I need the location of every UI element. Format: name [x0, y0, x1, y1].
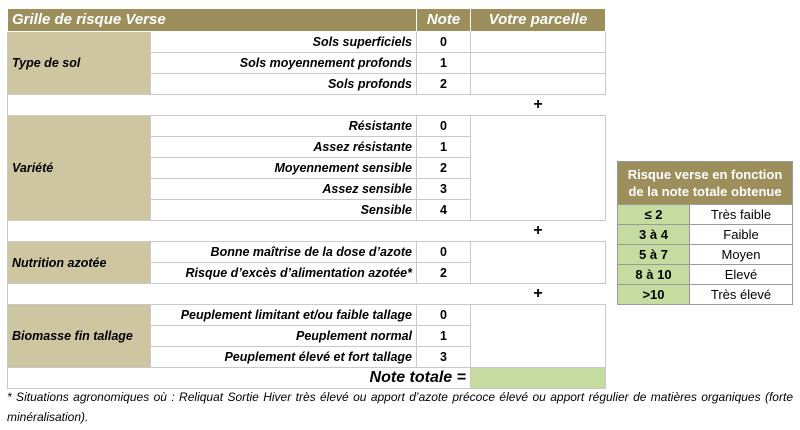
criterion-note: 1 — [417, 326, 471, 347]
criterion-note: 2 — [417, 263, 471, 284]
criterion-note: 0 — [417, 305, 471, 326]
legend-score: 8 à 10 — [618, 265, 690, 285]
criterion-row — [8, 116, 606, 137]
legend-row — [618, 285, 793, 305]
criterion-note: 1 — [417, 53, 471, 74]
legend-risk: Moyen — [690, 245, 793, 265]
criterion-label: Peuplement limitant et/ou faible tallage — [151, 305, 417, 326]
legend-row — [618, 205, 793, 225]
separator-cell — [8, 95, 417, 116]
parcel-input-cell[interactable] — [471, 74, 606, 95]
separator-row — [8, 221, 606, 242]
criterion-label: Assez résistante — [151, 137, 417, 158]
criterion-note: 3 — [417, 179, 471, 200]
criterion-label: Sols moyennement profonds — [151, 53, 417, 74]
legend-score: ≤ 2 — [618, 205, 690, 225]
legend-row — [618, 245, 793, 265]
criterion-label: Peuplement normal — [151, 326, 417, 347]
legend-score: 3 à 4 — [618, 225, 690, 245]
parcel-input-cell[interactable] — [471, 32, 606, 53]
separator-cell — [417, 221, 471, 242]
criterion-note: 0 — [417, 242, 471, 263]
category-label: Type de sol — [8, 32, 151, 95]
criterion-label: Moyennement sensible — [151, 158, 417, 179]
criterion-label: Risque d’excès d’alimentation azotée* — [151, 263, 417, 284]
criterion-row — [8, 32, 606, 53]
plus-sign: + — [471, 284, 606, 305]
legend-score: 5 à 7 — [618, 245, 690, 265]
category-label: Variété — [8, 116, 151, 221]
category-label: Biomasse fin tallage — [8, 305, 151, 368]
legend-risk: Très élevé — [690, 285, 793, 305]
separator-cell — [8, 221, 417, 242]
criterion-label: Assez sensible — [151, 179, 417, 200]
criterion-note: 2 — [417, 158, 471, 179]
criterion-note: 1 — [417, 137, 471, 158]
criterion-note: 0 — [417, 32, 471, 53]
total-value-cell[interactable] — [471, 368, 606, 389]
legend-header: Risque verse en fonction de la note totale obtenue — [618, 162, 793, 205]
parcel-input-cell[interactable] — [471, 305, 606, 368]
risk-grid-table — [7, 8, 606, 389]
legend-score: >10 — [618, 285, 690, 305]
parcel-column-header: Votre parcelle — [471, 9, 606, 32]
separator-row — [8, 95, 606, 116]
grid-title: Grille de risque Verse — [8, 9, 417, 32]
parcel-input-cell[interactable] — [471, 242, 606, 284]
criterion-row — [8, 242, 606, 263]
total-row — [8, 368, 606, 389]
plus-sign: + — [471, 95, 606, 116]
criterion-label: Sols superficiels — [151, 32, 417, 53]
criterion-label: Sensible — [151, 200, 417, 221]
criterion-note: 2 — [417, 74, 471, 95]
risk-legend-table — [617, 161, 793, 305]
category-label: Nutrition azotée — [8, 242, 151, 284]
parcel-input-cell[interactable] — [471, 53, 606, 74]
total-label: Note totale = — [8, 368, 471, 389]
criterion-note: 3 — [417, 347, 471, 368]
parcel-input-cell[interactable] — [471, 116, 606, 221]
criterion-label: Sols profonds — [151, 74, 417, 95]
criterion-label: Résistante — [151, 116, 417, 137]
footnote: * Situations agronomiques où : Reliquat Sortie Hiver très élevé ou apport d’azote précoce élevé ou apport régulier de matières organiques (forte minéralisation). — [7, 390, 793, 424]
separator-cell — [417, 284, 471, 305]
legend-row — [618, 265, 793, 285]
grid-header-row — [8, 9, 606, 32]
legend-risk: Elevé — [690, 265, 793, 285]
criterion-row — [8, 305, 606, 326]
criterion-label: Bonne maîtrise de la dose d’azote — [151, 242, 417, 263]
legend-row — [618, 225, 793, 245]
separator-cell — [8, 284, 417, 305]
criterion-note: 0 — [417, 116, 471, 137]
separator-cell — [417, 95, 471, 116]
plus-sign: + — [471, 221, 606, 242]
criterion-note: 4 — [417, 200, 471, 221]
legend-risk: Faible — [690, 225, 793, 245]
separator-row — [8, 284, 606, 305]
note-column-header: Note — [417, 9, 471, 32]
criterion-label: Peuplement élevé et fort tallage — [151, 347, 417, 368]
legend-risk: Très faible — [690, 205, 793, 225]
